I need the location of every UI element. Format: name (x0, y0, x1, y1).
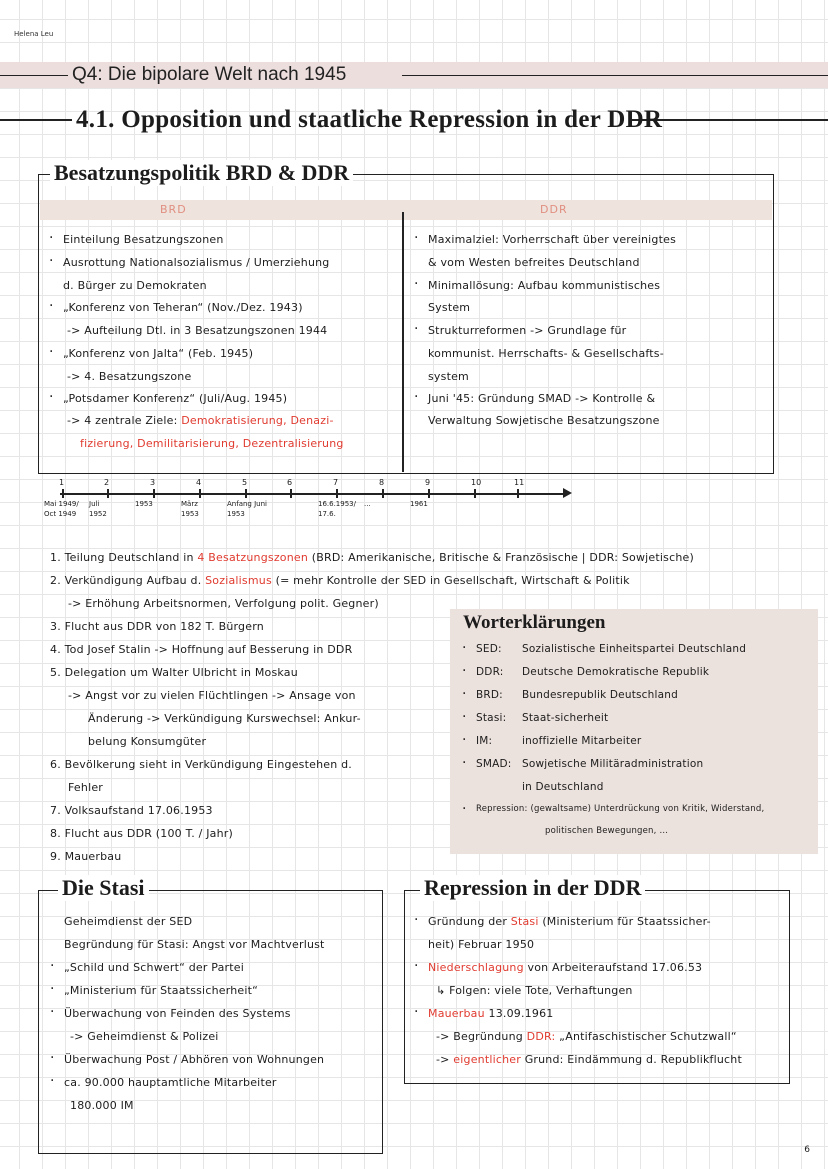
section-title: 4.1. Opposition und staatliche Repression in der DDR (76, 106, 663, 133)
list-item (428, 1007, 553, 1020)
timeline-number: 10 (471, 478, 482, 487)
timeline-number: 9 (425, 478, 431, 487)
list-item: · Ausrottung Nationalsozialismus / Umerziehung (63, 256, 329, 269)
glossary-item (476, 643, 746, 655)
event-text: (= mehr Kontrolle der SED in Gesellschaft, Wirtschaft & Politik (275, 574, 630, 587)
glossary-def: politischen Bewegungen, ... (545, 826, 669, 836)
list-item: -> Aufteilung Dtl. in 3 Besatzungszonen 1944 (67, 324, 328, 337)
timeline-tick (62, 489, 64, 498)
list-item: · „Konferenz von Teheran“ (Nov./Dez. 1943) (63, 301, 303, 314)
event-text: 1. Teilung Deutschland in (50, 551, 194, 564)
timeline-label: März 1953 (181, 500, 199, 518)
list-item: heit) Februar 1950 (428, 938, 535, 951)
list-item: Begründung für Stasi: Angst vor Machtverlust (64, 938, 325, 951)
event-text: (BRD: Amerikanische, Britische & Französische | DDR: Sowjetische) (311, 551, 694, 564)
list-item (436, 1030, 737, 1043)
list-text: (Ministerium für Staatssicher- (542, 915, 711, 928)
page-number: 6 (804, 1145, 810, 1155)
timeline-label: Juli 1952 (89, 500, 107, 518)
highlight-text: eigentlicher (453, 1053, 521, 1066)
timeline-tick (382, 489, 384, 498)
event-item: 3. Flucht aus DDR von 182 T. Bürgern (50, 620, 264, 633)
glossary-def: Bundesrepublik Deutschland (522, 689, 678, 701)
list-item: · „Potsdamer Konferenz“ (Juli/Aug. 1945) (63, 392, 287, 405)
list-text: Gründung der (428, 915, 508, 928)
event-item: belung Konsumgüter (88, 735, 207, 748)
event-item (50, 551, 694, 564)
list-item: · Einteilung Besatzungszonen (63, 233, 224, 246)
list-item: · Maximalziel: Vorherrschaft über vereinigtes (428, 233, 676, 246)
divider (0, 119, 72, 121)
event-item: 4. Tod Josef Stalin -> Hoffnung auf Besserung in DDR (50, 643, 353, 656)
list-item: · Juni '45: Gründung SMAD -> Kontrolle & (428, 392, 655, 405)
glossary-term: DDR: (476, 666, 504, 678)
list-item: & vom Westen befreites Deutschland (428, 256, 640, 269)
list-item: · Minimallösung: Aufbau kommunistisches (428, 279, 660, 292)
highlight-text: Niederschlagung (428, 961, 524, 974)
highlight-text: fizierung, Demilitarisierung, Dezentralisierung (80, 437, 344, 450)
list-text: von Arbeiteraufstand 17.06.53 (527, 961, 703, 974)
glossary-term: Stasi: (476, 712, 507, 724)
glossary-item (476, 712, 608, 724)
timeline-number: 3 (150, 478, 156, 487)
list-item-text: -> 4 zentrale Ziele: (67, 414, 178, 427)
list-item (67, 414, 334, 427)
timeline-label: 1961 (410, 500, 428, 508)
timeline-tick (153, 489, 155, 498)
list-text: -> Begründung (436, 1030, 523, 1043)
list-item: -> 4. Besatzungszone (67, 370, 192, 383)
event-item: -> Angst vor zu vielen Flüchtlingen -> Ansage von (68, 689, 356, 702)
timeline-number: 5 (242, 478, 248, 487)
glossary-def: Sowjetische Militäradministration (522, 758, 704, 770)
timeline-label: 1953 (135, 500, 153, 508)
list-item (428, 915, 711, 928)
glossary-def: Deutsche Demokratische Republik (522, 666, 710, 678)
event-item: 7. Volksaufstand 17.06.1953 (50, 804, 213, 817)
event-item: 6. Bevölkerung sieht in Verkündigung Eingestehen d. (50, 758, 352, 771)
list-item (436, 1053, 742, 1066)
col-brd: BRD (160, 203, 187, 216)
list-item: -> Geheimdienst & Polizei (70, 1030, 219, 1043)
timeline (0, 478, 828, 528)
arrow-icon (563, 488, 572, 498)
event-item: Änderung -> Verkündigung Kurswechsel: Ankur- (88, 712, 361, 725)
timeline-label: 16.6.1953/ 17.6. (318, 500, 356, 518)
divider (0, 75, 68, 76)
list-item: · „Schild und Schwert“ der Partei (64, 961, 244, 974)
timeline-tick (290, 489, 292, 498)
timeline-tick (199, 489, 201, 498)
author-name: Helena Leu (14, 30, 54, 38)
course-title: Q4: Die bipolare Welt nach 1945 (72, 64, 347, 85)
list-item: · Überwachung von Feinden des Systems (64, 1007, 291, 1020)
highlight-text: Sozialismus (205, 574, 272, 587)
timeline-number: 4 (196, 478, 202, 487)
timeline-label: Mai 1949/ Oct 1949 (44, 500, 79, 518)
timeline-tick (336, 489, 338, 498)
timeline-label: ... (364, 500, 371, 508)
timeline-tick (517, 489, 519, 498)
list-item: Verwaltung Sowjetische Besatzungszone (428, 414, 660, 427)
highlight-text: Mauerbau (428, 1007, 485, 1020)
list-text: „Antifaschistischer Schutzwall“ (559, 1030, 737, 1043)
timeline-number: 6 (287, 478, 293, 487)
highlight-text: DDR: (526, 1030, 556, 1043)
list-item: · „Ministerium für Staatssicherheit“ (64, 984, 258, 997)
event-item: 5. Delegation um Walter Ulbricht in Moskau (50, 666, 298, 679)
glossary-term: SMAD: (476, 758, 512, 770)
glossary-item (476, 758, 703, 770)
glossary-item (476, 689, 678, 701)
stasi-title: Die Stasi (58, 875, 149, 901)
list-item: d. Bürger zu Demokraten (63, 279, 207, 292)
list-item: system (428, 370, 469, 383)
timeline-label: Anfang Juni 1953 (227, 500, 267, 518)
glossary-item (476, 666, 709, 678)
event-text: 2. Verkündigung Aufbau d. (50, 574, 202, 587)
event-item: Fehler (68, 781, 104, 794)
event-item: 9. Mauerbau (50, 850, 122, 863)
list-item: 180.000 IM (70, 1099, 134, 1112)
list-text: Grund: Eindämmung d. Republikflucht (524, 1053, 742, 1066)
list-item: · „Konferenz von Jalta“ (Feb. 1945) (63, 347, 253, 360)
highlight-text: Stasi (510, 915, 539, 928)
timeline-tick (474, 489, 476, 498)
list-item (428, 961, 702, 974)
timeline-tick (245, 489, 247, 498)
glossary-term: IM: (476, 735, 493, 747)
column-header (40, 200, 772, 220)
besatzung-title: Besatzungspolitik BRD & DDR (50, 160, 353, 186)
timeline-number: 11 (514, 478, 525, 487)
timeline-number: 7 (333, 478, 339, 487)
repression-title: Repression in der DDR (420, 875, 645, 901)
timeline-number: 2 (104, 478, 110, 487)
glossary-def: Sozialistische Einheitspartei Deutschland (522, 643, 747, 655)
timeline-axis (60, 493, 565, 495)
list-item: · Strukturreformen -> Grundlage für (428, 324, 626, 337)
column-divider (402, 212, 404, 472)
col-ddr: DDR (540, 203, 568, 216)
event-item: -> Erhöhung Arbeitsnormen, Verfolgung polit. Gegner) (68, 597, 379, 610)
highlight-text: Demokratisierung, Denazi- (181, 414, 334, 427)
divider (402, 75, 828, 76)
highlight-text: 4 Besatzungszonen (197, 551, 309, 564)
glossary-term: SED: (476, 643, 502, 655)
list-item: · ca. 90.000 hauptamtliche Mitarbeiter (64, 1076, 277, 1089)
glossary-def: inoffizielle Mitarbeiter (522, 735, 642, 747)
list-item: ↳ Folgen: viele Tote, Verhaftungen (436, 984, 633, 997)
list-item: · Überwachung Post / Abhören von Wohnungen (64, 1053, 324, 1066)
event-item: 8. Flucht aus DDR (100 T. / Jahr) (50, 827, 233, 840)
stasi-box (38, 890, 383, 1154)
glossary-def: in Deutschland (522, 781, 604, 793)
timeline-number: 8 (379, 478, 385, 487)
glossary-title: Worterklärungen (463, 612, 606, 633)
event-item (50, 574, 630, 587)
glossary-item (476, 735, 641, 747)
list-text: 13.09.1961 (488, 1007, 554, 1020)
list-item: System (428, 301, 471, 314)
list-item: kommunist. Herrschafts- & Gesellschafts- (428, 347, 664, 360)
list-item: Geheimdienst der SED (64, 915, 193, 928)
glossary-term: BRD: (476, 689, 503, 701)
glossary-item: · Repression: (gewaltsame) Unterdrückung von Kritik, Widerstand, (476, 804, 764, 814)
timeline-number: 1 (59, 478, 65, 487)
timeline-tick (428, 489, 430, 498)
timeline-tick (107, 489, 109, 498)
glossary-def: Staat-sicherheit (522, 712, 609, 724)
list-text: -> (436, 1053, 450, 1066)
